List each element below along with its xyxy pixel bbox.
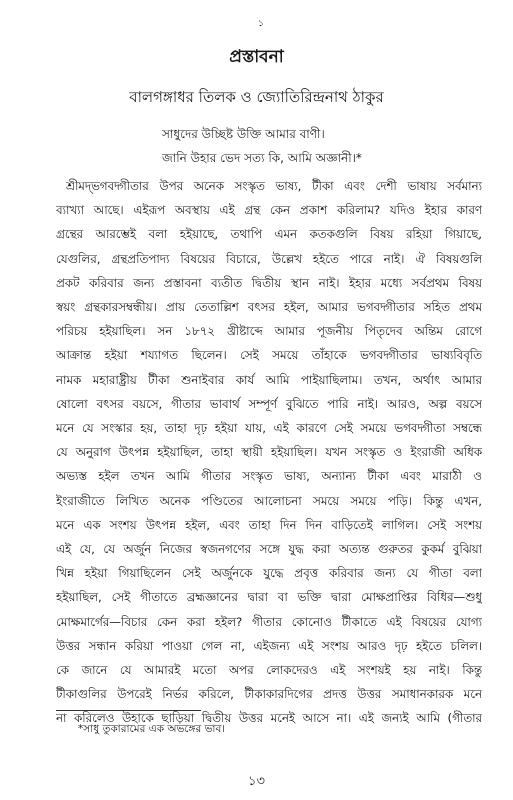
body-line: স্বয়ং গ্রন্থকারসম্বন্ধীয়। প্রায় তেতাল্লিশ বৎসর হইল, আমার ভগবদ্গীতার সহিত প্রথম xyxy=(56,300,482,315)
body-line: হইয়াছিল, সেই গীতাতে ব্রহ্মজ্ঞানের দ্বারা বা ভক্তি দ্বারা মোক্ষপ্রাপ্তির বিধির—শুধু xyxy=(56,590,482,605)
body-line: অভ্যস্ত হইল তখন আমি গীতার সংস্কৃত ভাষ্য, অন্যান্য টীকা এবং মারাঠী ও xyxy=(56,469,482,484)
body-line: নামক মহারাষ্ট্রীয় টীকা শুনাইবার কার্য আমি পাইয়াছিলাম। তখন, অর্থাৎ আমার xyxy=(56,372,482,387)
body-line: কে জানে যে আমারই মতো অপর লোকদেরও এই সংশয়ই হয় নাই। কিন্তু xyxy=(56,663,482,678)
epigraph xyxy=(162,122,362,170)
body-line: খিন্ন হইয়া গিয়াছিলেন সেই অর্জুনকে যুদ্ধে প্রবৃত্ত করিবার জন্য যে গীতা বলা xyxy=(56,566,482,581)
body-line: শ্রীমদ্‌ভগবদ্গীতার উপর অনেক সংস্কৃত ভাষ্য, টীকা এবং দেশী ভাষায় সর্বমান্য xyxy=(66,179,482,193)
body-line: এই যে, যে অর্জুন নিজের স্বজনগণের সঙ্গে যুদ্ধ করা অত্যন্ত গুরুতর কুকর্ম বুঝিয়া xyxy=(56,542,482,557)
body-line: মনে যে সংস্কার হয়, তাহা দৃঢ় হইয়া যায়, এই কারণে সেই সময়ে ভগবদ্গীতা সম্বন্ধে xyxy=(56,421,482,436)
page-title: প্রস্তাবনা xyxy=(229,47,284,67)
body-line: পরিচয় হইয়াছিল। সন ১৮৭২ খ্রীষ্টাব্দে আমার পূজনীয় পিতৃদেব অন্তিম রোগে xyxy=(56,324,482,339)
body-paragraph xyxy=(56,174,482,731)
body-line: গ্রন্থের আরম্ভেই বলা হইয়াছে, তথাপি এমন কতকগুলি বিষয় রহিয়া গিয়াছে, xyxy=(56,227,482,242)
page-number: ১৩ xyxy=(248,774,265,789)
footnote-divider xyxy=(56,710,201,711)
body-line: উত্তর সন্ধান করিয়া পাওয়া গেল না, এইজন্য এই সংশয় আরও দৃঢ় হইতে চলিল। xyxy=(56,638,482,653)
footnote: *সাধু তুকারামের এক অভঙ্গের ভাব। xyxy=(78,723,226,735)
body-line: প্রকট করিবার জন্য প্রস্তাবনা ব্যতীত দ্বিতীয় স্থান নাই। ইহার মধ্যে সর্বপ্রথম বিষয় xyxy=(56,275,482,290)
body-line: যেগুলির, গ্রন্থপ্রতিপাদ্য বিষয়ের বিচারে, উল্লেখ হইতে পারে নাই। ঐ বিষয়গুলি xyxy=(56,251,482,266)
body-line: মনে এক সংশয় উৎপন্ন হইল, এবং তাহা দিন দিন বাড়িতেই লাগিল। সেই সংশয় xyxy=(56,517,482,532)
body-line: ষোলো বৎসর বয়সে, গীতার ভাবার্থ সম্পূর্ণ বুঝিতে পারি নাই। আরও, অল্প বয়সে xyxy=(56,396,482,411)
body-line: টীকাগুলির উপরেই নির্ভর করিলে, টীকাকারদিগের প্রদত্ত উত্তর সমাধানকারক মনে xyxy=(56,687,482,702)
body-line: ইংরাজীতে লিখিত অনেক পণ্ডিতের আলোচনা সময়ে সময়ে পড়ি। কিন্তু এখন, xyxy=(56,493,482,508)
body-line: ব্যাখ্যা আছে। এইরূপ অবস্থায় এই গ্রন্থ কেন প্রকাশ করিলাম? যদিও ইহার কারণ xyxy=(56,203,482,218)
body-line: মোক্ষমার্গের—বিচার কেন করা হইল? গীতার কোনোও টীকাতে এই বিষয়ের যোগ্য xyxy=(56,614,482,629)
epigraph-line: জানি উহার ভেদ সত্য কি, আমি অজ্ঞানী।* xyxy=(162,151,362,165)
body-line: যে অনুরাগ উৎপন্ন হইয়াছিল, তাহা স্থায়ী হইয়াছিল। যখন সংস্কৃত ও ইংরাজী অধিক xyxy=(56,445,482,460)
body-line: না করিলেও উহাকে ছাড়িয়া দ্বিতীয় উত্তর মনেই আসে না। এই জন্যই আমি (গীতার xyxy=(56,711,482,726)
header-mark: ১ xyxy=(258,19,264,29)
author-line: বালগঙ্গাধর তিলক ও জ্যোতিরিন্দ্রনাথ ঠাকুর xyxy=(129,88,384,106)
epigraph-line: সাধুদের উচ্ছিষ্ট উক্তি আমার বাণী। xyxy=(162,127,325,141)
body-line: আক্রান্ত হইয়া শয্যাগত ছিলেন। সেই সময়ে তাঁহাকে ভগবদ্গীতার ভাষ্যবিবৃতি xyxy=(56,348,482,363)
